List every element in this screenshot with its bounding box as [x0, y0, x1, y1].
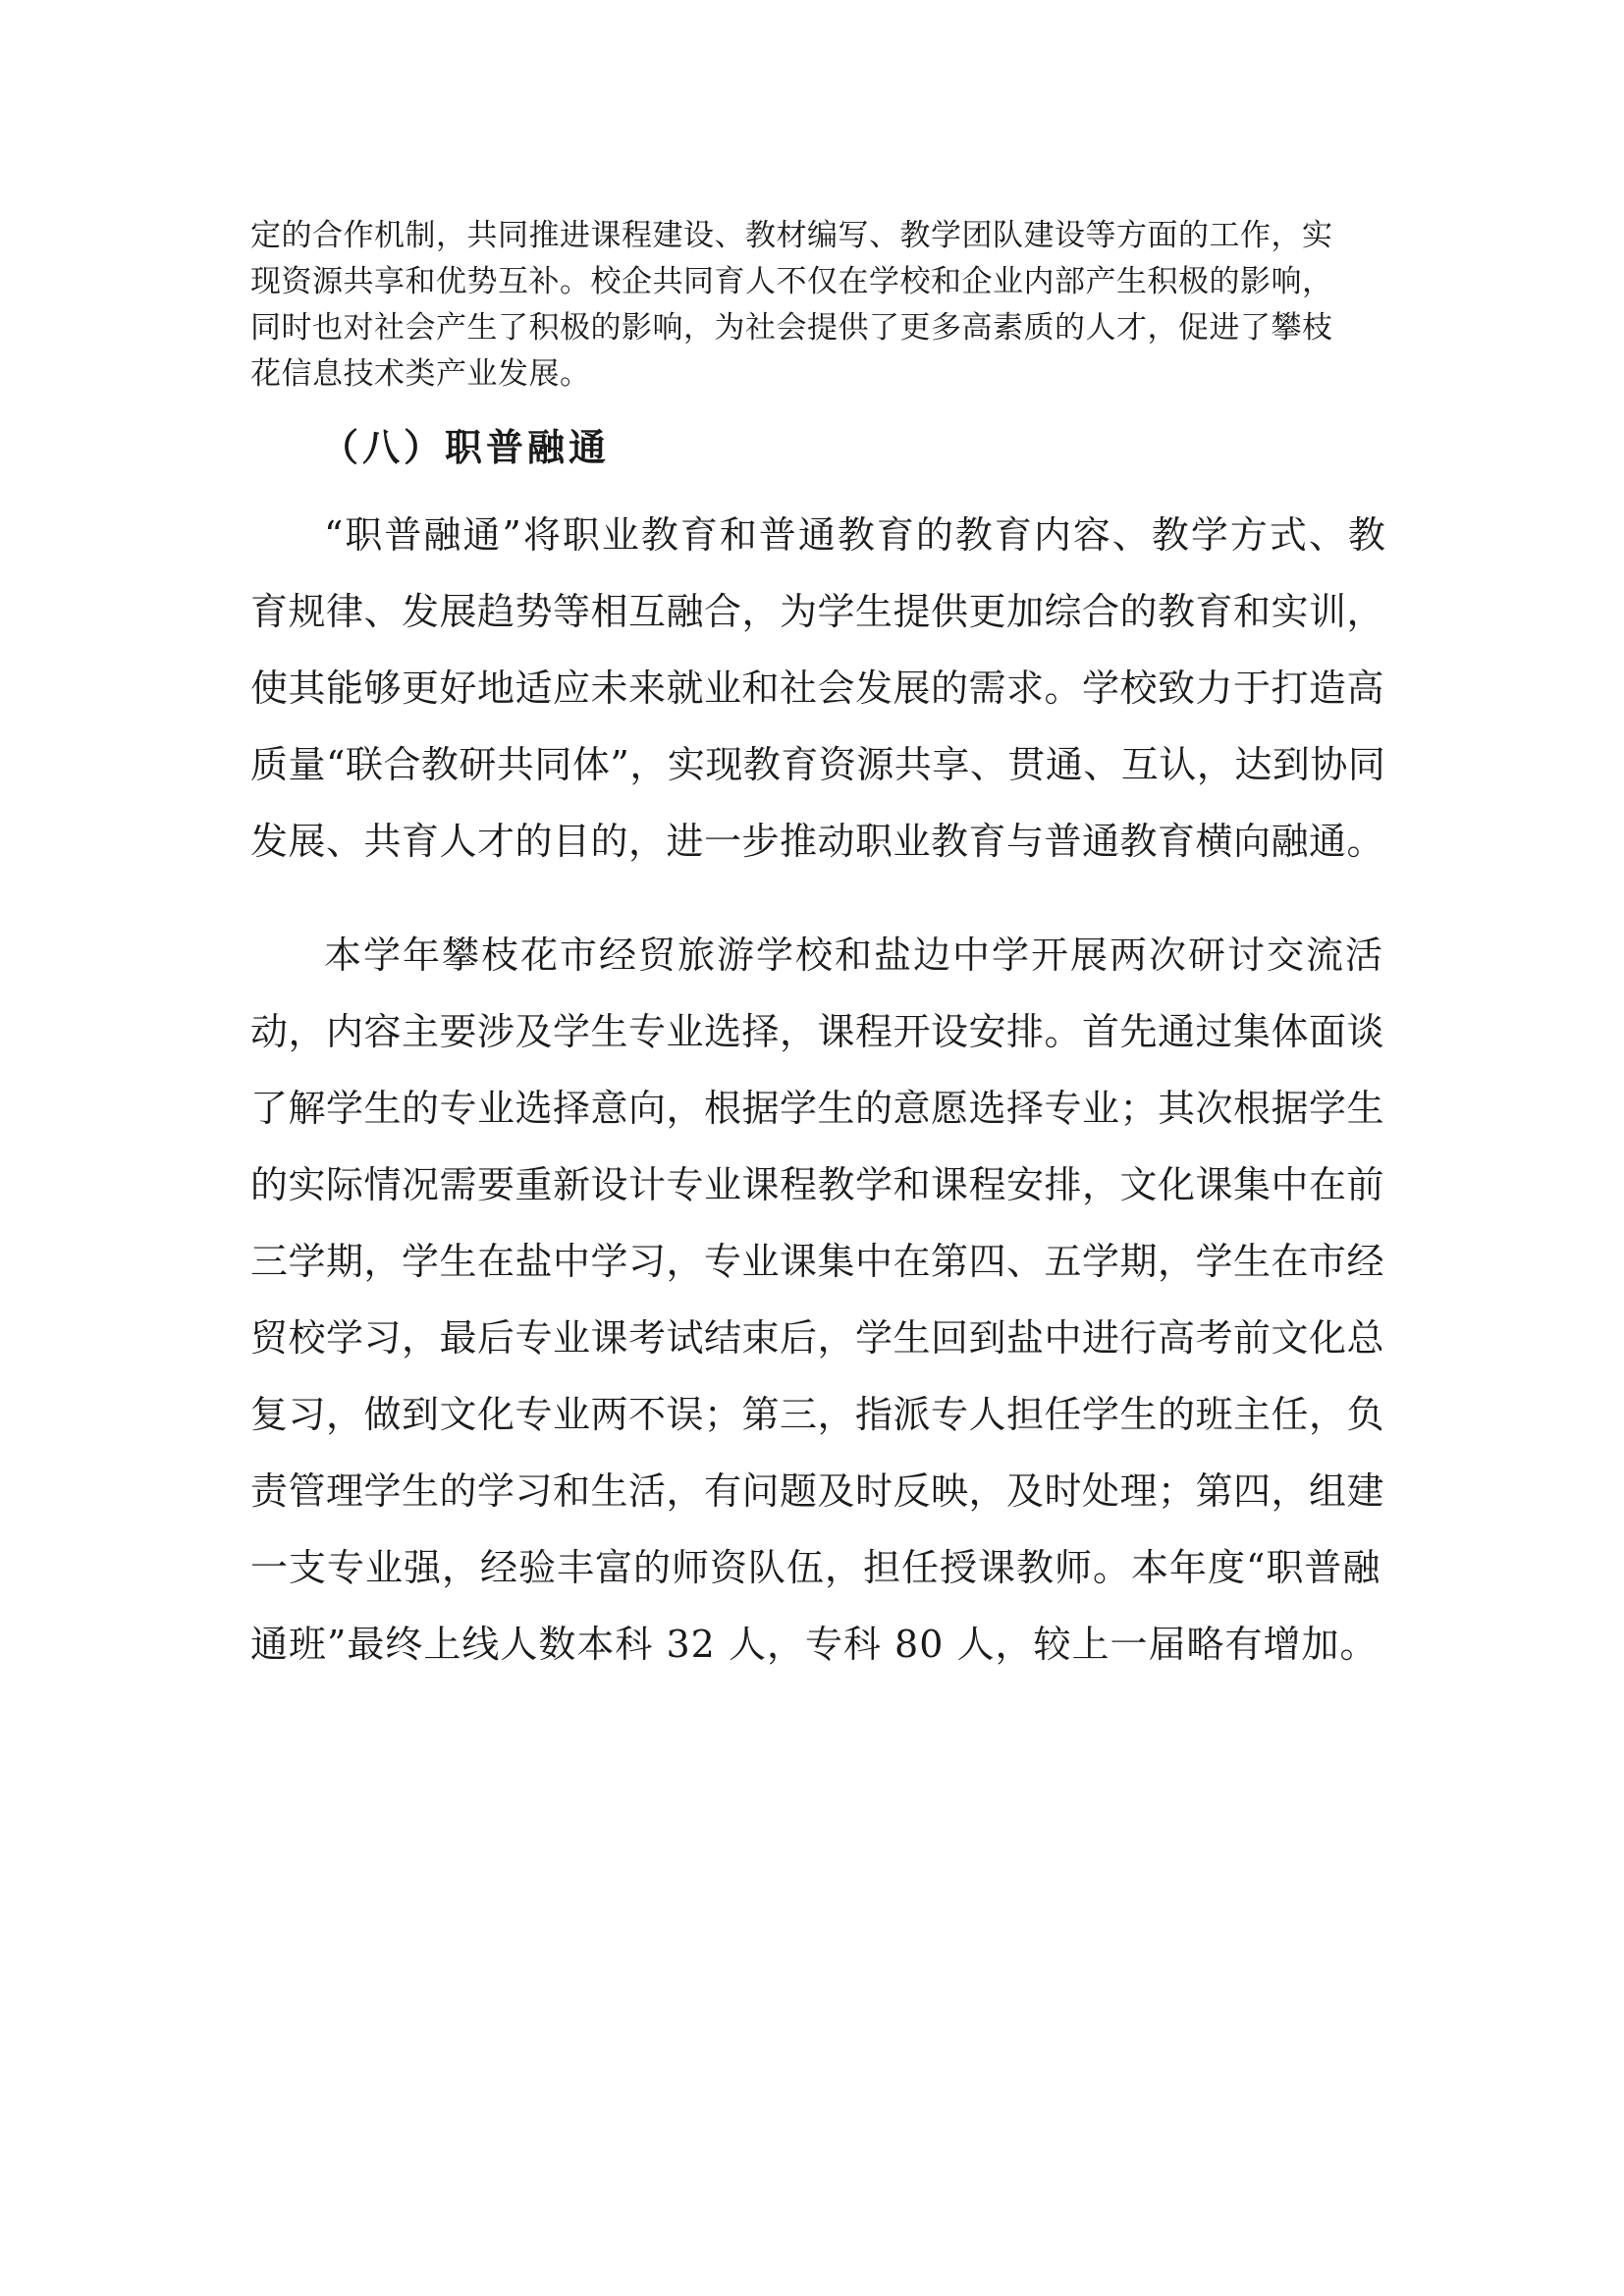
paragraph-line: 育规律、发展趋势等相互融合，为学生提供更加综合的教育和实训，	[250, 590, 1385, 633]
paragraph-line: 通班”最终上线人数本科 32 人，专科 80 人，较上一届略有增加。	[250, 1623, 1379, 1666]
paragraph-line: 责管理学生的学习和生活，有问题及时反映，及时处理；第四，组建	[250, 1469, 1385, 1513]
paragraph-line: 贸校学习，最后专业课考试结束后，学生回到盐中进行高考前文化总	[250, 1316, 1385, 1360]
paragraph-line: 动，内容主要涉及学生专业选择，课程开设安排。首先通过集体面谈	[250, 1010, 1385, 1053]
paragraph-line: 使其能够更好地适应未来就业和社会发展的需求。学校致力于打造高	[250, 667, 1385, 710]
paragraph-line: 一支专业强，经验丰富的师资队伍，担任授课教师。本年度“职普融	[250, 1546, 1381, 1589]
paragraph-line: 同时也对社会产生了积极的影响，为社会提供了更多高素质的人才，促进了攀枝	[250, 310, 1333, 346]
paragraph-line: 花信息技术类产业发展。	[250, 356, 591, 392]
paragraph-line: 质量“联合教研共同体”，实现教育资源共享、贯通、互认，达到协同	[250, 743, 1386, 786]
paragraph-line: “职普融通”将职业教育和普通教育的教育内容、教学方式、教	[324, 513, 1387, 557]
section-heading: （八）职普融通	[321, 425, 611, 469]
paragraph-line: 复习，做到文化专业两不误；第三，指派专人担任学生的班主任，负	[250, 1393, 1385, 1436]
paragraph-line: 本学年攀枝花市经贸旅游学校和盐边中学开展两次研讨交流活	[324, 934, 1385, 977]
paragraph-line: 发展、共育人才的目的，进一步推动职业教育与普通教育横向融通。	[250, 820, 1385, 863]
paragraph-line: 现资源共享和优势互补。校企共同育人不仅在学校和企业内部产生积极的影响，	[250, 264, 1333, 299]
paragraph-line: 的实际情况需要重新设计专业课程教学和课程安排，文化课集中在前	[250, 1163, 1385, 1206]
paragraph-line: 三学期，学生在盐中学习，专业课集中在第四、五学期，学生在市经	[250, 1240, 1385, 1283]
paragraph-line: 定的合作机制，共同推进课程建设、教材编写、教学团队建设等方面的工作，实	[250, 218, 1333, 253]
paragraph-line: 了解学生的专业选择意向，根据学生的意愿选择专业；其次根据学生	[250, 1087, 1385, 1130]
